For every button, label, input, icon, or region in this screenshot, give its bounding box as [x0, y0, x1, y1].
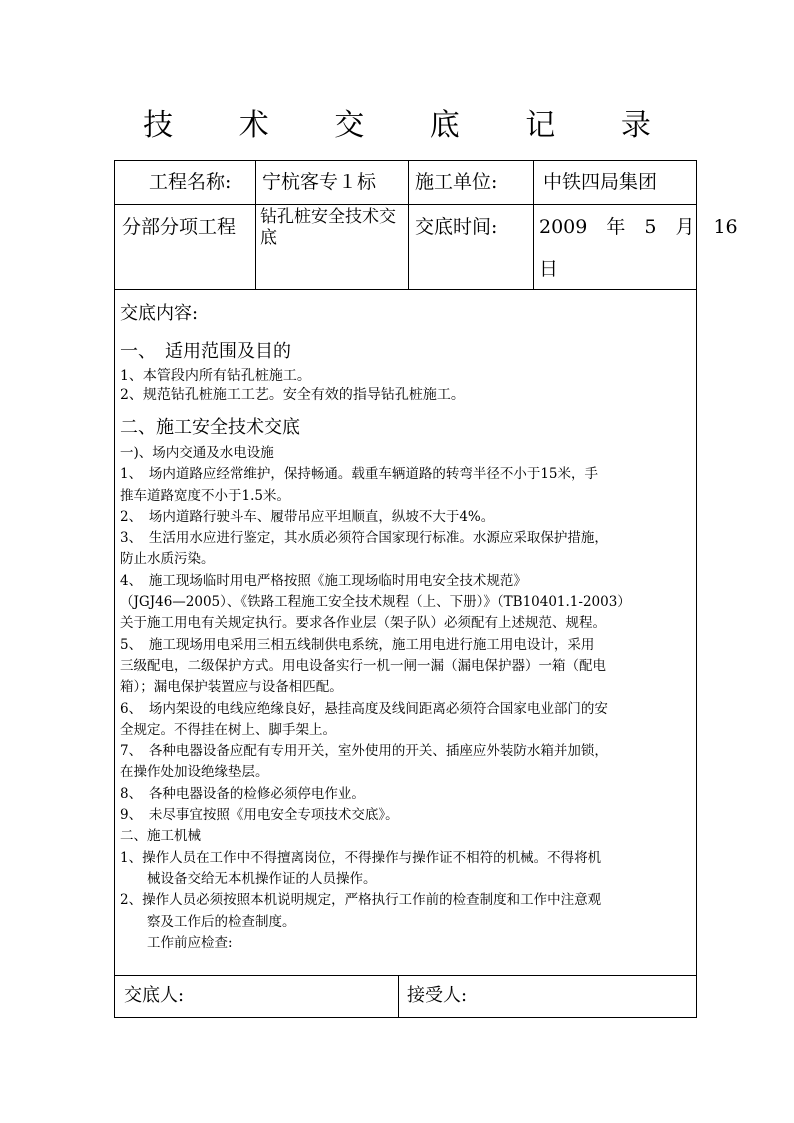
content-line: 6、 场内架设的电线应绝缘良好，悬挂高度及线间距离必须符合国家电业部门的安 [120, 700, 608, 717]
content-line: 2、操作人员必须按照本机说明规定，严格执行工作前的检查制度和工作中注意观 [120, 892, 602, 909]
content-line: 1、操作人员在工作中不得擅离岗位，不得操作与操作证不相符的机械。不得将机 [120, 849, 602, 866]
content-line: 关于施工用电有关规定执行。要求各作业层（架子队）必须配有上述规范、规程。 [120, 615, 606, 632]
section-2-body [120, 443, 692, 954]
project-name-value: 宁杭客专１标 [262, 171, 377, 193]
content-line: 工作前应检查: [120, 934, 233, 951]
construction-unit-label: 施工单位: [415, 171, 498, 193]
column-divider [533, 161, 534, 289]
column-divider [408, 161, 409, 289]
column-divider [398, 975, 399, 1017]
document-title: 技 术 交 底 记 录 [143, 108, 679, 143]
content-line: 箱）；漏电保护装置应与设备相匹配。 [120, 679, 343, 696]
content-line: 察及工作后的检查制度。 [120, 913, 296, 930]
briefing-date-label: 交底时间: [415, 216, 498, 238]
section-1-title: 一、 适用范围及目的 [120, 341, 291, 362]
content-heading: 交底内容: [120, 303, 199, 324]
content-line: 8、 各种电器设备的检修必须停电作业。 [120, 785, 365, 802]
column-divider [255, 161, 256, 289]
content-line: 防止水质污染。 [120, 551, 215, 568]
record-table [114, 160, 738, 1018]
row-divider [115, 204, 696, 205]
content-line: 三级配电，二级保护方式。用电设备实行一机一闸一漏（漏电保护器）一箱（配电 [120, 657, 606, 674]
subproject-label: 分部分项工程 [122, 216, 237, 238]
content-line: 推车道路宽度不小于1.5米。 [120, 487, 290, 504]
subproject-value: 钻孔桩安全技术交底 [260, 207, 396, 248]
content-line: 全规定。不得挂在树上、脚手架上。 [120, 721, 336, 738]
briefing-giver-label: 交底人: [124, 985, 185, 1006]
project-name-label: 工程名称: [149, 171, 232, 193]
content-line: 在操作处加设绝缘垫层。 [120, 764, 269, 781]
content-line: 械设备交给无本机操作证的人员操作。 [120, 870, 377, 887]
briefing-date-value: 2009 年 5 月 16 [539, 216, 738, 238]
content-line: 9、 未尽事宜按照《用电安全专项技术交底》。 [120, 807, 399, 824]
construction-unit-value: 中铁四局集团 [543, 171, 658, 193]
list-item: 1、本管段内所有钻孔桩施工。 [120, 368, 311, 384]
content-line: 二、施工机械 [120, 828, 201, 845]
content-line: （JGJ46—2005）、《铁路工程施工安全技术规程（上、下册）》（TB10401.1-2003） [120, 594, 631, 611]
row-divider [115, 289, 696, 290]
briefing-content [120, 295, 692, 954]
row-divider [115, 975, 696, 976]
briefing-receiver-label: 接受人: [407, 985, 468, 1006]
content-line: 1、 场内道路应经常维护，保持畅通。载重车辆道路的转弯半径不小于15米，手 [120, 466, 599, 483]
content-line: 3、 生活用水应进行鉴定，其水质必须符合国家现行标准。水源应采取保护措施， [120, 530, 608, 547]
content-line: 4、 施工现场临时用电严格按照《施工现场临时用电安全技术规范》 [120, 572, 527, 589]
list-item: 2、规范钻孔桩施工工艺。安全有效的指导钻孔桩施工。 [120, 387, 465, 403]
content-line: 2、 场内道路行驶斗车、履带吊应平坦顺直，纵坡不大于4%。 [120, 508, 495, 525]
content-line: 5、 施工现场用电采用三相五线制供电系统，施工用电进行施工用电设计，采用 [120, 636, 595, 653]
content-line: 一)、场内交通及水电设施 [120, 445, 274, 461]
content-line: 7、 各种电器设备应配有专用开关，室外使用的开关、插座应外装防水箱并加锁， [120, 743, 608, 760]
section-2-title: 二、施工安全技术交底 [120, 417, 300, 438]
briefing-date-day: 日 [539, 258, 559, 280]
